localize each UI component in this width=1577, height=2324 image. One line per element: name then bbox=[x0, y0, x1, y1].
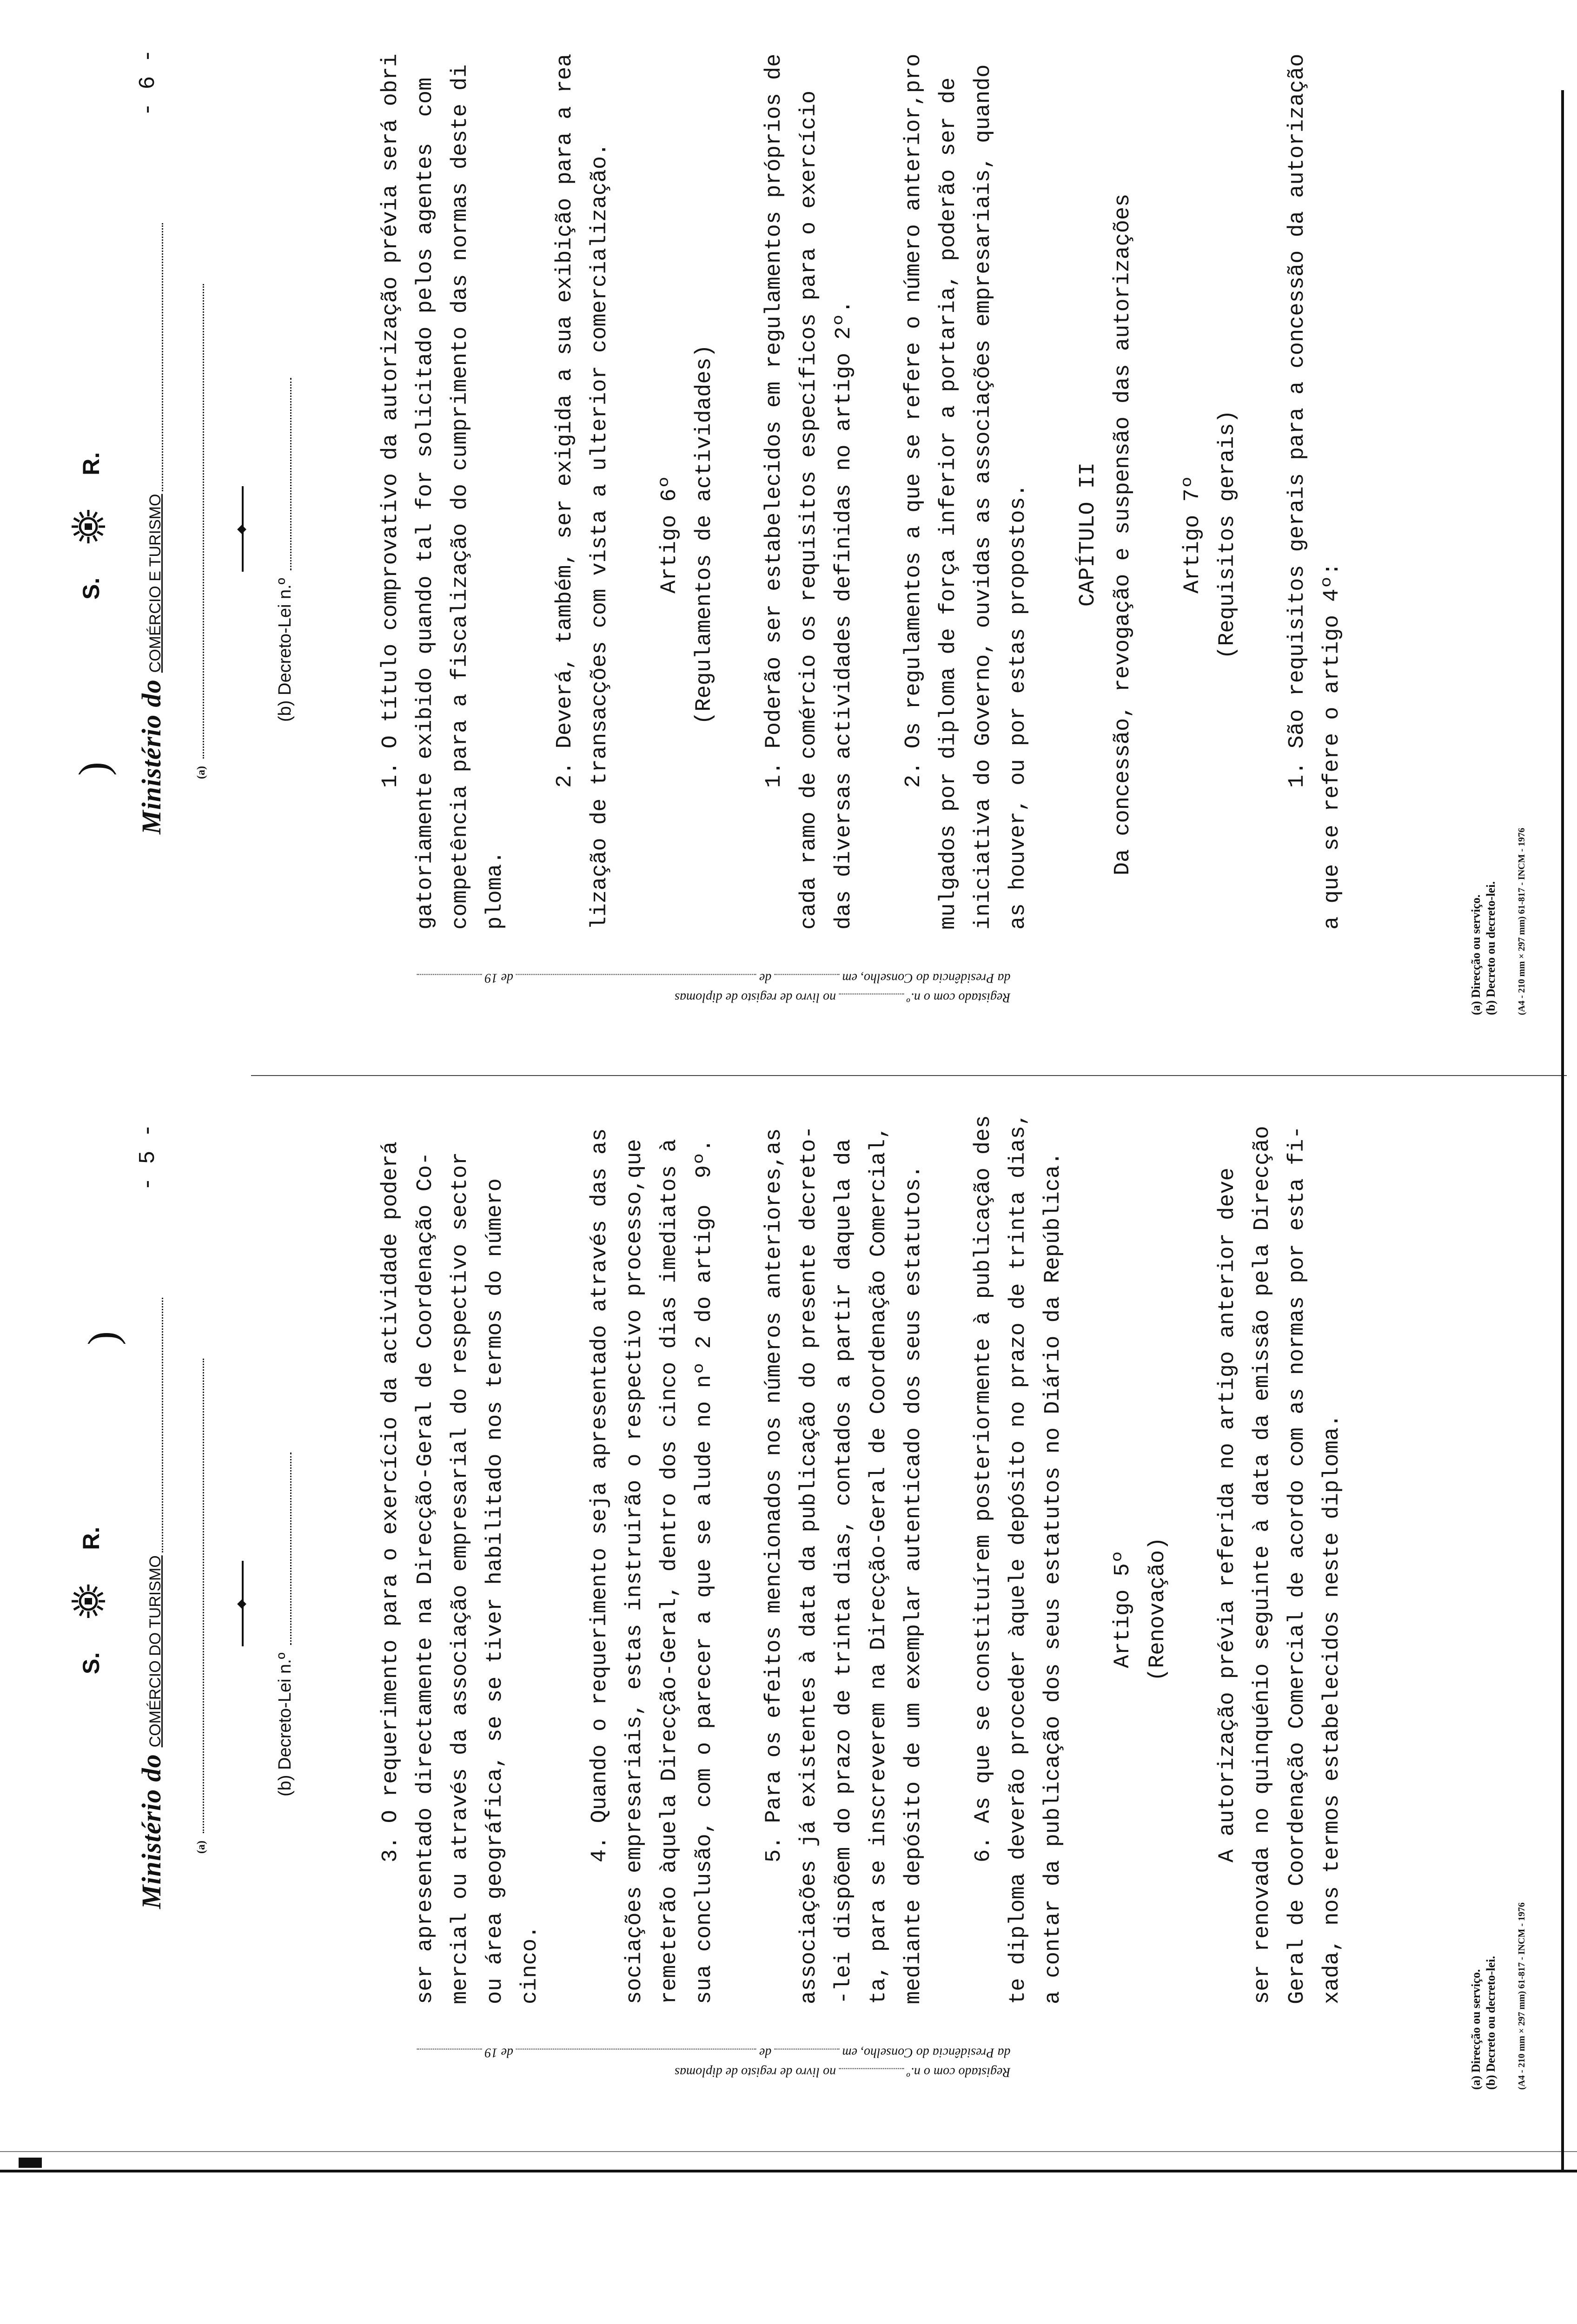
body-text-line: ser renovada no quinquénio seguinte à data da emissão pela Direcção bbox=[1250, 1126, 1275, 2004]
registry-blank bbox=[774, 2049, 839, 2050]
section-heading: (Renovação) bbox=[1146, 1537, 1170, 1682]
body-text-line: associações já existentes à data da publicação do presente decreto- bbox=[797, 1126, 822, 2004]
field-a-line bbox=[203, 284, 204, 759]
registry-text: da Presidência do Conselho, em bbox=[842, 2045, 1011, 2060]
document-page bbox=[0, 0, 1577, 1069]
emblem-letter-r: R. bbox=[78, 452, 104, 475]
body-text-line: ser apresentado directamente na Direcção-Geral de Coordenação Co- bbox=[413, 1152, 438, 2004]
field-a bbox=[195, 284, 208, 779]
ministry-prefix: Ministério do bbox=[136, 679, 166, 834]
body-text-line: 1. O título comprovativo da autorização prévia será obri bbox=[378, 53, 403, 788]
ministry-header bbox=[136, 223, 167, 834]
republic-emblem bbox=[70, 452, 113, 600]
body-text-line: 2. Os regulamentos a que se refere o número anterior,pro bbox=[901, 53, 926, 788]
footnote: (a) Direcção ou serviço. bbox=[1469, 1969, 1483, 2090]
registry-blank bbox=[839, 2068, 904, 2069]
body-text-line: 5. Para os efeitos mencionados nos números anteriores,as bbox=[762, 1128, 787, 1862]
registry-text: de 19 bbox=[484, 2045, 513, 2060]
body-text-line: xada, nos termos estabelecidos neste diploma. bbox=[1320, 1414, 1345, 2004]
page-number: - 5 - bbox=[136, 1123, 161, 1191]
section-heading: (Requisitos gerais) bbox=[1215, 410, 1240, 659]
coat-of-arms-icon bbox=[70, 508, 113, 545]
body-text-line: sua conclusão, com o parecer a que se alude no nº 2 do artigo 9º. bbox=[692, 1139, 717, 2004]
body-text-line: A autorização prévia referida no artigo anterior deve bbox=[1215, 1168, 1240, 1862]
registry-text: de 19 bbox=[484, 971, 513, 985]
body-text-line: remeterão àquela Direcção-Geral, dentro dos cinco dias imediatos à bbox=[657, 1139, 682, 2004]
diamond-ornament bbox=[237, 525, 246, 534]
registry-blank bbox=[417, 2049, 482, 2050]
dotted-fill-line bbox=[162, 1298, 163, 1552]
punch-hole-mark: ) bbox=[71, 762, 117, 776]
registry-line-2 bbox=[414, 966, 1011, 985]
registry-text: de bbox=[759, 971, 772, 985]
field-b-line bbox=[290, 1452, 292, 1645]
document-page bbox=[0, 1075, 1577, 2144]
body-text-line: das diversas actividades definidas no artigo 2º. bbox=[832, 300, 856, 930]
footnote: (A4 - 210 mm × 297 mm) 61-817 - INCM - 1976 bbox=[1517, 828, 1527, 1015]
ministry-header bbox=[136, 1298, 167, 1909]
body-text-line: iniciativa do Governo, ouvidas as associações empresariais, quando bbox=[971, 64, 996, 930]
body-text-line: 1. Poderão ser estabelecidos em regulamentos próprios de bbox=[762, 53, 787, 788]
field-b bbox=[275, 1452, 295, 1796]
body-text-line: as houver, ou por estas propostos. bbox=[1006, 484, 1031, 930]
body-text-line: ou área geográfica, se se tiver habilitado nos termos do número bbox=[483, 1178, 508, 2004]
registry-blank bbox=[774, 974, 839, 975]
body-text-line: 1. São requisitos gerais para a concessão da autorização bbox=[1285, 53, 1310, 788]
emblem-letter-s: S. bbox=[78, 1652, 104, 1674]
decree-label: (b) Decreto-Lei n.º bbox=[275, 578, 295, 722]
emblem-letter-r: R. bbox=[78, 1526, 104, 1550]
body-text-line: 3. O requerimento para o exercício da actividade poderá bbox=[378, 1141, 403, 1862]
body-text-line: 2. Deverá, também, ser exigida a sua exibição para a rea bbox=[553, 53, 577, 788]
footnote: (b) Decreto ou decreto-lei. bbox=[1484, 881, 1497, 1015]
field-a-label: (a) bbox=[195, 1841, 207, 1854]
ministry-prefix: Ministério do bbox=[136, 1754, 166, 1909]
registry-blank bbox=[839, 994, 904, 995]
registry-blank bbox=[417, 974, 482, 975]
section-heading: (Regulamentos de actividades) bbox=[692, 344, 717, 725]
body-text-line: competência para a fiscalização do cumprimento das normas deste di bbox=[448, 64, 473, 930]
ministry-name: COMÉRCIO DO TURISMO bbox=[146, 1555, 164, 1748]
body-text-line: 6. As que se constituírem posteriormente à publicação des bbox=[971, 1115, 996, 1862]
coat-of-arms-icon bbox=[70, 1583, 113, 1620]
body-text-line: ploma. bbox=[483, 851, 508, 930]
field-a-line bbox=[203, 1359, 204, 1833]
body-text-line: ta, para se inscreverem na Direcção-Geral de Coordenação Comercial, bbox=[867, 1126, 891, 2004]
footnote: (A4 - 210 mm × 297 mm) 61-817 - INCM - 1976 bbox=[1517, 1902, 1527, 2090]
body-text-line: mediante depósito de um exemplar autenticado dos seus estatutos. bbox=[901, 1165, 926, 2004]
footnote: (a) Direcção ou serviço. bbox=[1469, 894, 1483, 1015]
section-heading: Artigo 7º bbox=[1180, 475, 1205, 594]
registry-text: no livro de registo de diplomas bbox=[675, 990, 836, 1005]
registry-blank bbox=[516, 974, 756, 975]
page-edge-line bbox=[0, 2170, 1577, 2172]
diamond-ornament bbox=[237, 1599, 246, 1609]
section-heading: Da concessão, revogação e suspensão das autorizações bbox=[1111, 193, 1135, 876]
dotted-fill-line bbox=[162, 223, 163, 491]
page-edge-line bbox=[0, 2151, 1577, 2152]
body-text-line: 4. Quando o requerimento seja apresentado através das as bbox=[588, 1128, 612, 1862]
emblem-letter-s: S. bbox=[78, 577, 104, 600]
body-text-line: sociações empresariais, estas instruirão o respectivo processo,que bbox=[623, 1139, 647, 2004]
body-text-line: Geral de Coordenação Comercial de acordo com as normas por esta fi- bbox=[1285, 1126, 1310, 2004]
registry-text: Registado com o n.º bbox=[907, 2065, 1011, 2080]
cross-ornament bbox=[242, 1561, 244, 1646]
body-text-line: mercial ou através da associação empresarial do respectivo sector bbox=[448, 1152, 473, 2004]
registry-line-1 bbox=[414, 985, 1011, 1005]
ministry-name: COMÉRCIO E TURISMO bbox=[146, 494, 164, 673]
body-text-line: a que se refere o artigo 4º: bbox=[1320, 562, 1345, 930]
body-text-line: cada ramo de comércio os requisitos específicos para o exercício bbox=[797, 90, 822, 930]
registry-text: no livro de registo de diplomas bbox=[675, 2065, 836, 2080]
field-a-label: (a) bbox=[195, 766, 207, 779]
registry-note bbox=[414, 2040, 1011, 2080]
body-text-line: gatoriamente exibido quando tal for solicitado pelos agentes com bbox=[413, 77, 438, 930]
registry-line-2 bbox=[414, 2040, 1011, 2060]
section-heading: CAPÍTULO II bbox=[1076, 462, 1100, 607]
body-text-line: mulgados por diploma de força inferior a portaria, poderão ser de bbox=[936, 77, 961, 930]
decree-label: (b) Decreto-Lei n.º bbox=[275, 1652, 295, 1796]
registry-text: da Presidência do Conselho, em bbox=[842, 971, 1011, 985]
field-b bbox=[275, 378, 295, 722]
republic-emblem bbox=[70, 1527, 113, 1674]
registry-text: de bbox=[759, 2045, 772, 2060]
punch-hole-mark: ) bbox=[80, 1331, 126, 1345]
registry-text: Registado com o n.º bbox=[907, 990, 1011, 1005]
page-number: - 6 - bbox=[136, 49, 161, 116]
cross-ornament bbox=[242, 486, 244, 572]
body-text-line: te diploma deverão proceder àquele depósito no prazo de trinta dias, bbox=[1006, 1113, 1031, 2004]
registry-note bbox=[414, 966, 1011, 1005]
field-b-line bbox=[290, 378, 292, 570]
body-text-line: lização de transacções com vista a ulterior comercialização. bbox=[588, 143, 612, 930]
registry-blank bbox=[516, 2049, 756, 2050]
field-a bbox=[195, 1359, 208, 1854]
section-heading: Artigo 5º bbox=[1111, 1550, 1135, 1668]
section-heading: Artigo 6º bbox=[657, 475, 682, 594]
footnote: (b) Decreto ou decreto-lei. bbox=[1484, 1956, 1497, 2090]
registry-line-1 bbox=[414, 2060, 1011, 2080]
body-text-line: cinco. bbox=[518, 1925, 543, 2004]
scan-mark bbox=[19, 2158, 42, 2168]
body-text-line: -lei dispõem do prazo de trinta dias, contados a partir daquela da bbox=[832, 1139, 856, 2004]
body-text-line: a contar da publicação dos seus estatutos no Diário da República. bbox=[1041, 1152, 1066, 2004]
